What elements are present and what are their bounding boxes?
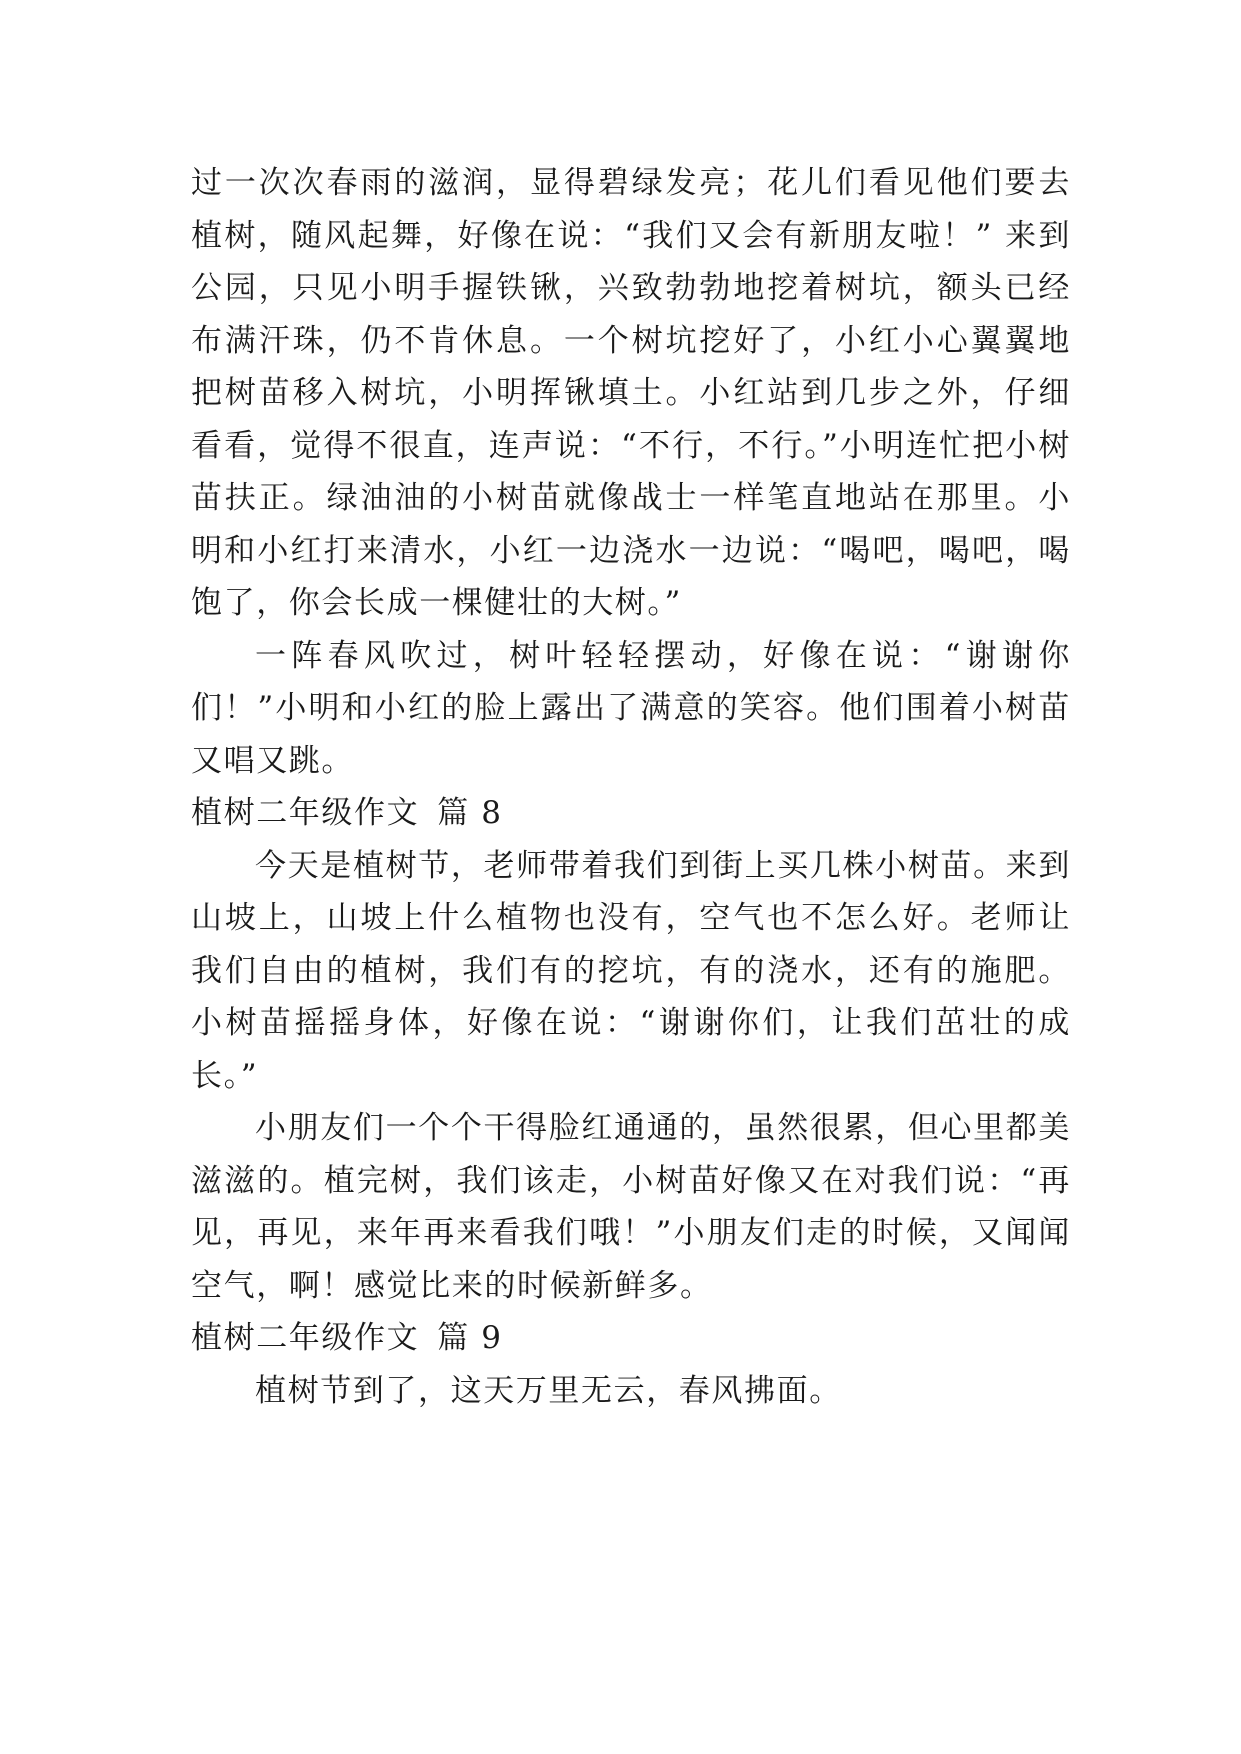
story-paragraph: 今天是植树节，老师带着我们到街上买几株小树苗。来到山坡上，山坡上什么植物也没有，空气也不怎么好。老师让我们自由的植树，我们有的挖坑，有的浇水，还有的施肥。小树苗摇摇身体，好像在说：“谢谢你们，让我们茁壮的成长。” <box>191 847 1071 1094</box>
essay-title: 植树二年级作文 <box>191 1320 420 1356</box>
essay-section-number: 篇 8 <box>437 795 503 831</box>
essay-heading <box>191 787 1071 840</box>
story-paragraph: 一阵春风吹过，树叶轻轻摆动，好像在说：“谢谢你们！”小明和小红的脸上露出了满意的笑容。他们围着小树苗又唱又跳。 <box>191 637 1071 779</box>
story-paragraph: 植树节到了，这天万里无云，春风拂面。 <box>255 1372 842 1409</box>
story-paragraph: 小朋友们一个个干得脸红通通的，虽然很累，但心里都美滋滋的。植完树，我们该走，小树苗好像又在对我们说：“再见，再见，来年再来看我们哦！”小朋友们走的时候，又闻闻空气，啊！感觉比来的时候新鲜多。 <box>191 1110 1071 1304</box>
story-paragraph: 过一次次春雨的滋润，显得碧绿发亮；花儿们看见他们要去植树，随风起舞，好像在说：“我们又会有新朋友啦！” 来到公园，只见小明手握铁锹，兴致勃勃地挖着树坑，额头已经布满汗珠，仍不肯休息。一个树坑挖好了，小红小心翼翼地把树苗移入树坑，小明挥锹填土。小红站到几步之外，仔细看看，觉得不很直，连声说：“不行，不行。”小明连忙把小树苗扶正。绿油油的小树苗就像战士一样笔直地站在那里。小明和小红打来清水，小红一边浇水一边说：“喝吧，喝吧，喝饱了，你会长成一棵健壮的大树。” <box>191 165 1071 621</box>
essay-heading <box>191 1312 1071 1365</box>
document-body <box>191 157 1071 1417</box>
essay-section-number: 篇 9 <box>437 1320 503 1356</box>
essay-title: 植树二年级作文 <box>191 795 420 831</box>
